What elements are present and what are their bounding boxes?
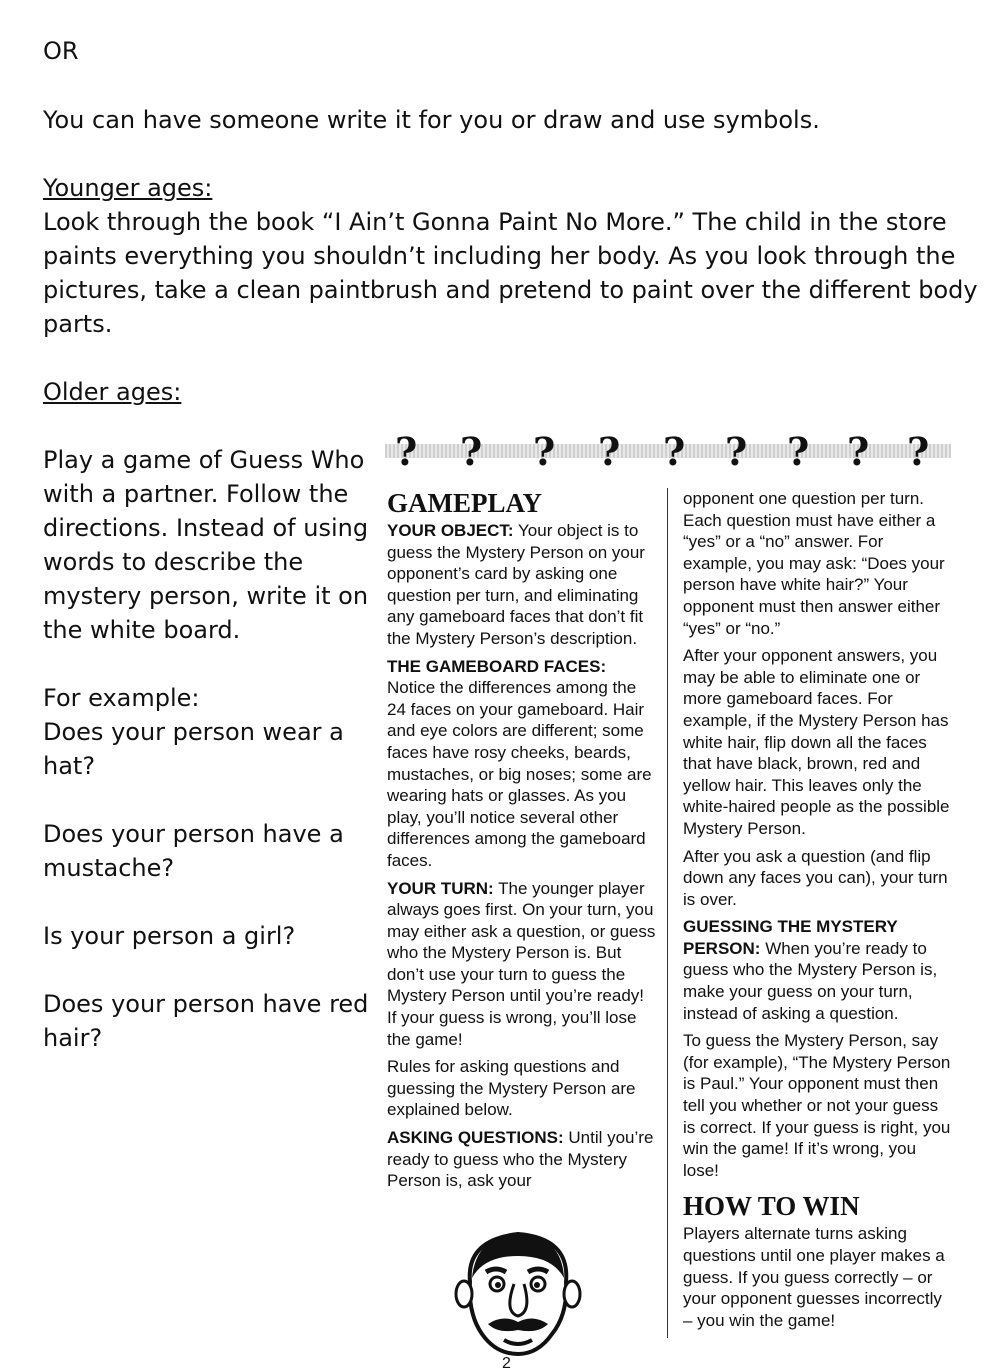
rule-turn-over: After you ask a question (and flip down any faces you can), your turn is over. <box>683 846 948 909</box>
example-question-girl: Is your person a girl? <box>43 922 296 950</box>
rule-text: The younger player always goes first. On your turn, you may either ask a question, or guess who the Mystery Person is. But don’t use your turn to guess the Mystery Person until you’re ready! If your guess is wrong, you’ll lose the game! <box>387 878 656 1049</box>
question-mark: ? <box>787 429 810 474</box>
rule-label: ASKING QUESTIONS: <box>387 1128 564 1148</box>
rule-label: GUESSING THE MYSTERY PERSON: <box>683 917 898 958</box>
older-activity <box>43 443 373 1089</box>
rule-your-turn <box>387 878 657 1051</box>
question-mark: ? <box>598 429 621 474</box>
rule-label: THE GAMEBOARD FACES: <box>387 656 607 676</box>
mystery-person-illustration <box>448 1222 588 1362</box>
question-mark: ? <box>725 429 748 474</box>
rule-gameboard-faces <box>387 656 657 872</box>
rule-label: YOUR TURN: <box>387 878 494 898</box>
question-mark: ? <box>395 429 418 474</box>
or-text: OR <box>43 37 79 65</box>
question-mark: ? <box>847 429 870 474</box>
younger-line-3: pictures, take a clean paintbrush and pretend to paint over the different body <box>43 276 978 304</box>
how-to-win-text: Players alternate turns asking questions until one player makes a guess. If you guess correctly – or your opponent guesses incorrectly – you win the game! <box>683 1224 945 1330</box>
question-mark: ? <box>907 429 930 474</box>
question-mark: ? <box>663 429 686 474</box>
older-ages-heading: Older ages: <box>43 378 182 406</box>
rule-text: Until you’re ready to guess who the Mystery Person is, ask your <box>387 1128 654 1191</box>
column-divider <box>667 488 668 1338</box>
rule-asking-questions <box>387 1127 657 1192</box>
rule-guessing <box>683 916 955 1024</box>
example-question-mustache: Does your person have a mustache? <box>43 820 344 882</box>
how-to-win-heading: HOW TO WIN <box>683 1191 860 1222</box>
page-number: 2 <box>502 1355 511 1372</box>
example-question-hat: Does your person wear a hat? <box>43 718 344 780</box>
question-mark: ? <box>533 429 556 474</box>
rule-text: Your object is to guess the Mystery Person on your opponent’s card by asking one question per turn, and eliminating any gameboard faces that don’t fit the Mystery Person’s description. <box>387 521 645 648</box>
rule-note: Rules for asking questions and guessing the Mystery Person are explained below. <box>387 1057 636 1120</box>
younger-line-1: Look through the book “I Ain’t Gonna Paint No More.” The child in the store <box>43 208 947 236</box>
younger-ages-heading: Younger ages: <box>43 174 213 202</box>
younger-line-4: parts. <box>43 310 113 338</box>
question-mark-banner <box>385 429 951 474</box>
rules-column-right <box>683 488 955 1337</box>
rule-label: YOUR OBJECT: <box>387 521 514 540</box>
rule-guess-example: To guess the Mystery Person, say (for example), “The Mystery Person is Paul.” Your opponent must then tell you whether or not your guess is correct. If your guess is right, you win the game! If it’s wrong, you lose! <box>683 1031 951 1180</box>
example-label: For example: <box>43 684 200 712</box>
rule-your-object <box>387 520 657 650</box>
rule-one-question: opponent one question per turn. Each question must have either a “yes” or a “no” answer. For example, you may ask: “Does your person have white hair?” Your opponent must then answer either “yes” or “no.” <box>683 489 945 638</box>
younger-line-2: paints everything you shouldn’t including her body. As you look through the <box>43 242 956 270</box>
rule-eliminate-faces: After your opponent answers, you may be able to eliminate one or more gameboard faces. For example, if the Mystery Person has white hair, flip down all the faces that have black, brown, red and yellow hair. This leaves only the white-haired people as the possible Mystery Person. <box>683 646 950 838</box>
alternative-text: You can have someone write it for you or draw and use symbols. <box>43 106 820 134</box>
gameplay-heading: GAMEPLAY <box>387 488 543 518</box>
question-mark: ? <box>460 429 483 474</box>
example-question-red-hair: Does your person have red hair? <box>43 990 369 1052</box>
rules-column-left <box>387 488 657 1198</box>
rule-text: Notice the differences among the 24 faces on your gameboard. Hair and eye colors are different; some faces have rosy cheeks, beards, mustaches, or big noses; some are wearing hats or glasses. As you play, you’ll notice several other differences among the gameboard faces. <box>387 678 652 870</box>
activity-intro: Play a game of Guess Who with a partner. Follow the directions. Instead of using words to describe the mystery person, write it on the white board. <box>43 446 369 644</box>
rule-text: When you’re ready to guess who the Mystery Person is, make your guess on your turn, instead of asking a question. <box>683 938 938 1023</box>
